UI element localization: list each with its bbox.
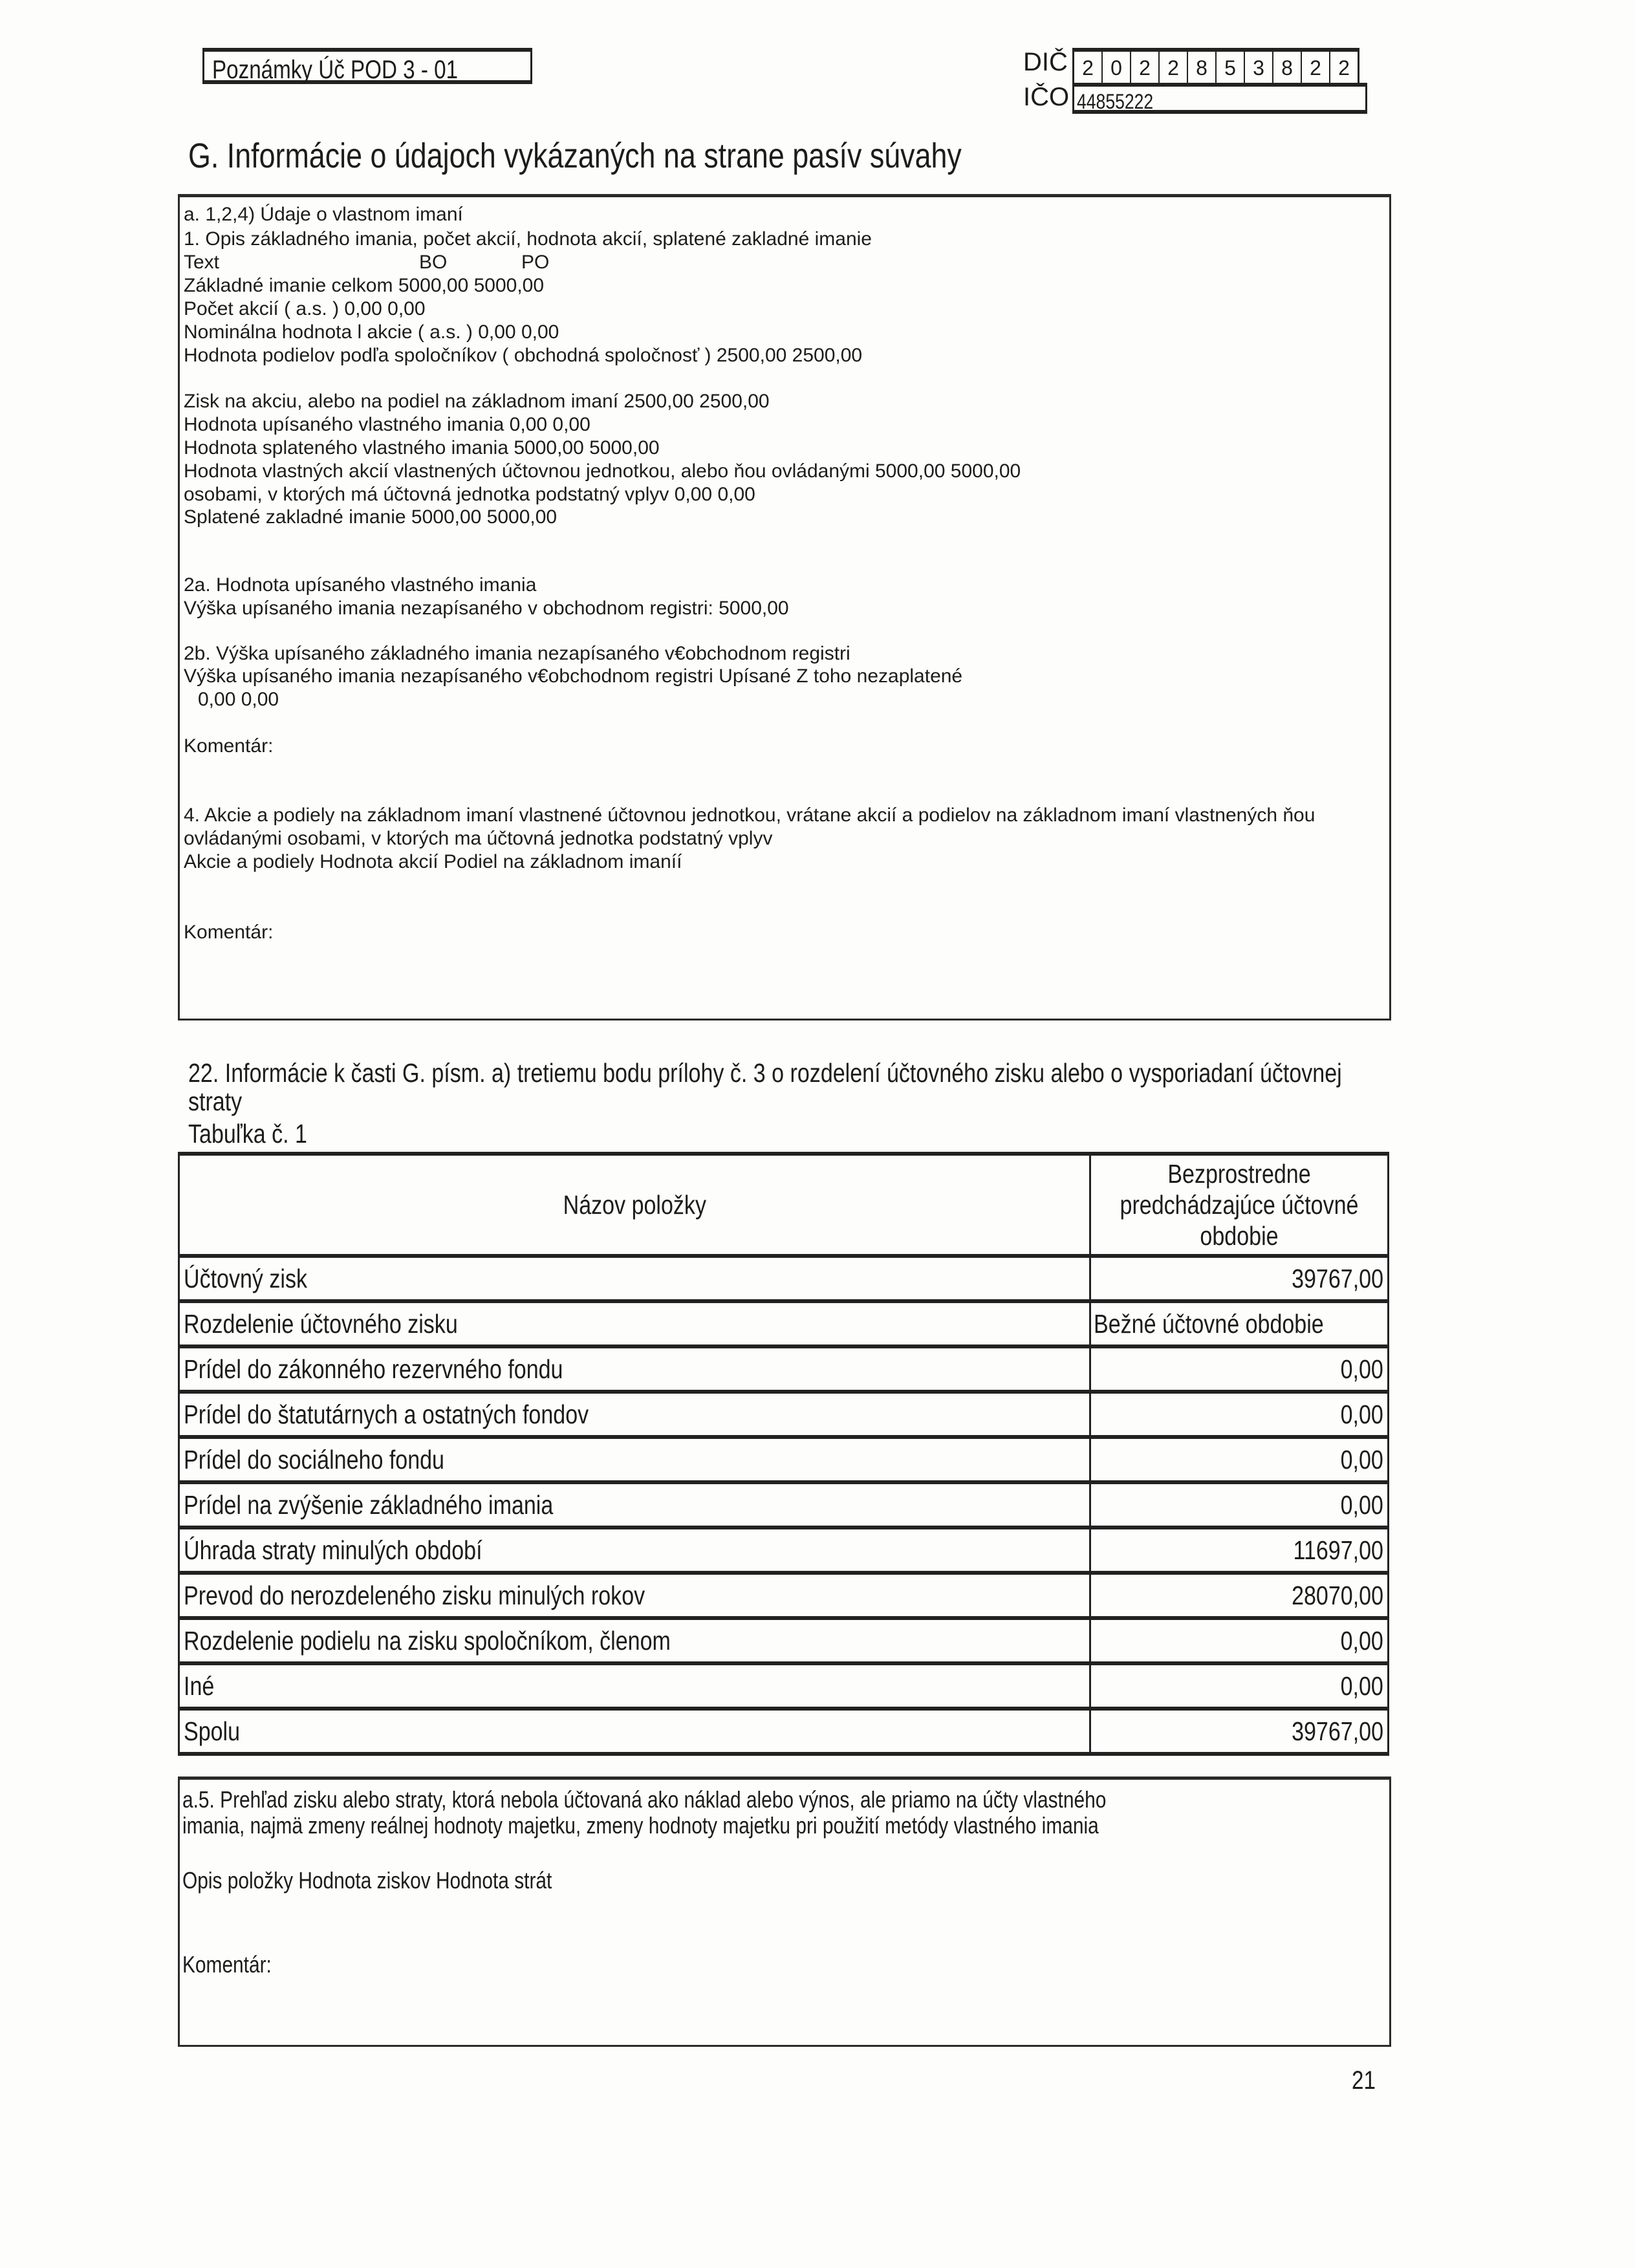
text-line: a. 1,2,4) Údaje o vlastnom imaní: [184, 204, 463, 225]
table-row: [179, 1618, 1389, 1663]
dic-label: DIČ: [1023, 48, 1068, 76]
text-line: Splatené zakladné imanie 5000,00 5000,00: [184, 506, 558, 528]
text-line: Zisk na akciu, alebo na podiel na základnom imaní 2500,00 2500,00: [184, 391, 770, 412]
text-line: Počet akcií ( a.s. ) 0,00 0,00: [184, 298, 426, 319]
cell-value: 0,00: [1090, 1482, 1389, 1528]
text-line: 0,00 0,00: [198, 689, 279, 710]
text-line: osobami, v ktorých má účtovná jednotka podstatný vplyv 0,00 0,00: [184, 484, 755, 505]
text-line: a.5. Prehľad zisku alebo straty, ktorá nebola účtovaná ako náklad alebo výnos, ale priamo na účty vlastného: [182, 1786, 1107, 1813]
page-number: 21: [1352, 2066, 1376, 2095]
table-row: [179, 1528, 1389, 1573]
page-heading: G. Informácie o údajoch vykázaných na strane pasív súvahy: [188, 136, 962, 175]
dic-digit: 0: [1103, 52, 1131, 84]
section-title: 22. Informácie k časti G. písm. a) tretiemu bodu prílohy č. 3 o rozdelení účtovného zisku alebo o vysporiadaní účtovnej: [188, 1058, 1342, 1088]
text-line: imania, najmä zmeny reálnej hodnoty majetku, zmeny hodnoty majetku pri použití metódy vlastného imania: [182, 1812, 1099, 1839]
dic-digit: 2: [1160, 52, 1188, 84]
text-line: Výška upísaného imania nezapísaného v€obchodnom registri Upísané Z toho nezaplatené: [184, 665, 963, 687]
table-header-row: [179, 1154, 1389, 1256]
text-line: 2a. Hodnota upísaného vlastného imania: [184, 574, 537, 596]
table-row: [179, 1663, 1389, 1709]
text-line: Základné imanie celkom 5000,00 5000,00: [184, 275, 545, 296]
table-row: [179, 1437, 1389, 1482]
cell-name: Prídel do sociálneho fondu: [179, 1437, 1090, 1482]
table-row: [179, 1573, 1389, 1618]
dic-digit: 3: [1245, 52, 1273, 84]
comment-label: Komentár:: [184, 735, 274, 757]
cell-value: 11697,00: [1090, 1528, 1389, 1573]
cell-name: Prídel na zvýšenie základného imania: [179, 1482, 1090, 1528]
text-line: Hodnota podielov podľa spoločníkov ( obchodná spoločnosť ) 2500,00 2500,00: [184, 345, 863, 366]
cell-value: 39767,00: [1090, 1709, 1389, 1754]
text-line: Akcie a podiely Hodnota akcií Podiel na základnom imaníí: [184, 851, 682, 872]
equity-info-box: [178, 194, 1391, 1021]
col-header-value: Bezprostredne predchádzajúce účtovné obdobie: [1090, 1154, 1389, 1256]
cell-name: Rozdelenie podielu na zisku spoločníkom, členom: [179, 1618, 1090, 1663]
col-header-name: Názov položky: [179, 1154, 1090, 1256]
dic-digit: 2: [1074, 52, 1103, 84]
cell-name: Spolu: [179, 1709, 1090, 1754]
dic-digit: 2: [1131, 52, 1160, 84]
ico-label: IČO: [1023, 83, 1070, 111]
table-row: [179, 1482, 1389, 1528]
cell-name: Úhrada straty minulých období: [179, 1528, 1090, 1573]
text-line: Hodnota splateného vlastného imania 5000,00 5000,00: [184, 437, 660, 459]
table-row: [179, 1392, 1389, 1437]
ico-box: 44855222: [1072, 83, 1367, 114]
profit-distribution-table: [178, 1152, 1389, 1756]
dic-digit: 8: [1273, 52, 1302, 84]
text-line: Hodnota upísaného vlastného imania 0,00 0,00: [184, 414, 590, 435]
table-row-total: [179, 1709, 1389, 1754]
comment-label: Komentár:: [184, 922, 274, 943]
table-row: [179, 1301, 1389, 1346]
col-po: PO: [521, 252, 550, 273]
text-line: 1. Opis základného imania, počet akcií, hodnota akcií, splatené zakladné imanie: [184, 228, 872, 250]
dic-digit: 2: [1338, 56, 1350, 80]
text-line: Hodnota vlastných akcií vlastnených účtovnou jednotkou, alebo ňou ovládanými 5000,00 5000,00: [184, 460, 1021, 482]
text-line: 4. Akcie a podiely na základnom imaní vlastnené účtovnou jednotkou, vrátane akcií a podielov na základnom imaní vlastnených ňou: [184, 805, 1316, 826]
columns-line: Opis položky Hodnota ziskov Hodnota strát: [182, 1867, 552, 1894]
dic-digit: 2: [1302, 52, 1330, 84]
form-code-box: Poznámky Úč POD 3 - 01: [202, 48, 532, 84]
comment-label: Komentár:: [182, 1951, 272, 1978]
cell-name: Prídel do štatutárnych a ostatných fondov: [179, 1392, 1090, 1437]
a5-box: [178, 1777, 1391, 2047]
text-line: 2b. Výška upísaného základného imania nezapísaného v€obchodnom registri: [184, 643, 850, 664]
cell-name: Prídel do zákonného rezervného fondu: [179, 1346, 1090, 1392]
cell-value: 0,00: [1090, 1346, 1389, 1392]
text-line: Nominálna hodnota l akcie ( a.s. ) 0,00 0,00: [184, 321, 559, 343]
col-bo: BO: [419, 252, 448, 273]
dic-digit: 5: [1217, 52, 1245, 84]
cell-value: 0,00: [1090, 1618, 1389, 1663]
cell-name: Iné: [179, 1663, 1090, 1709]
section-title-cont: straty: [188, 1086, 243, 1116]
cell-name: Rozdelenie účtovného zisku: [179, 1301, 1090, 1346]
cell-value: 28070,00: [1090, 1573, 1389, 1618]
cell-value: 0,00: [1090, 1392, 1389, 1437]
table-label: Tabuľka č. 1: [188, 1119, 307, 1149]
dic-boxes: [1072, 48, 1359, 86]
table-row: [179, 1346, 1389, 1392]
cell-value: 39767,00: [1090, 1256, 1389, 1301]
text-line: ovládanými osobami, v ktorých ma účtovná jednotka podstatný vplyv: [184, 828, 773, 849]
cell-value: 0,00: [1090, 1437, 1389, 1482]
cell-name: Účtovný zisk: [179, 1256, 1090, 1301]
table-row: [179, 1256, 1389, 1301]
text-line: Výška upísaného imania nezapísaného v obchodnom registri: 5000,00: [184, 598, 789, 619]
text-line: Text: [184, 252, 220, 273]
dic-digit: 8: [1188, 52, 1217, 84]
cell-value: 0,00: [1090, 1663, 1389, 1709]
cell-value: Bežné účtovné obdobie: [1090, 1301, 1389, 1346]
cell-name: Prevod do nerozdeleného zisku minulých rokov: [179, 1573, 1090, 1618]
